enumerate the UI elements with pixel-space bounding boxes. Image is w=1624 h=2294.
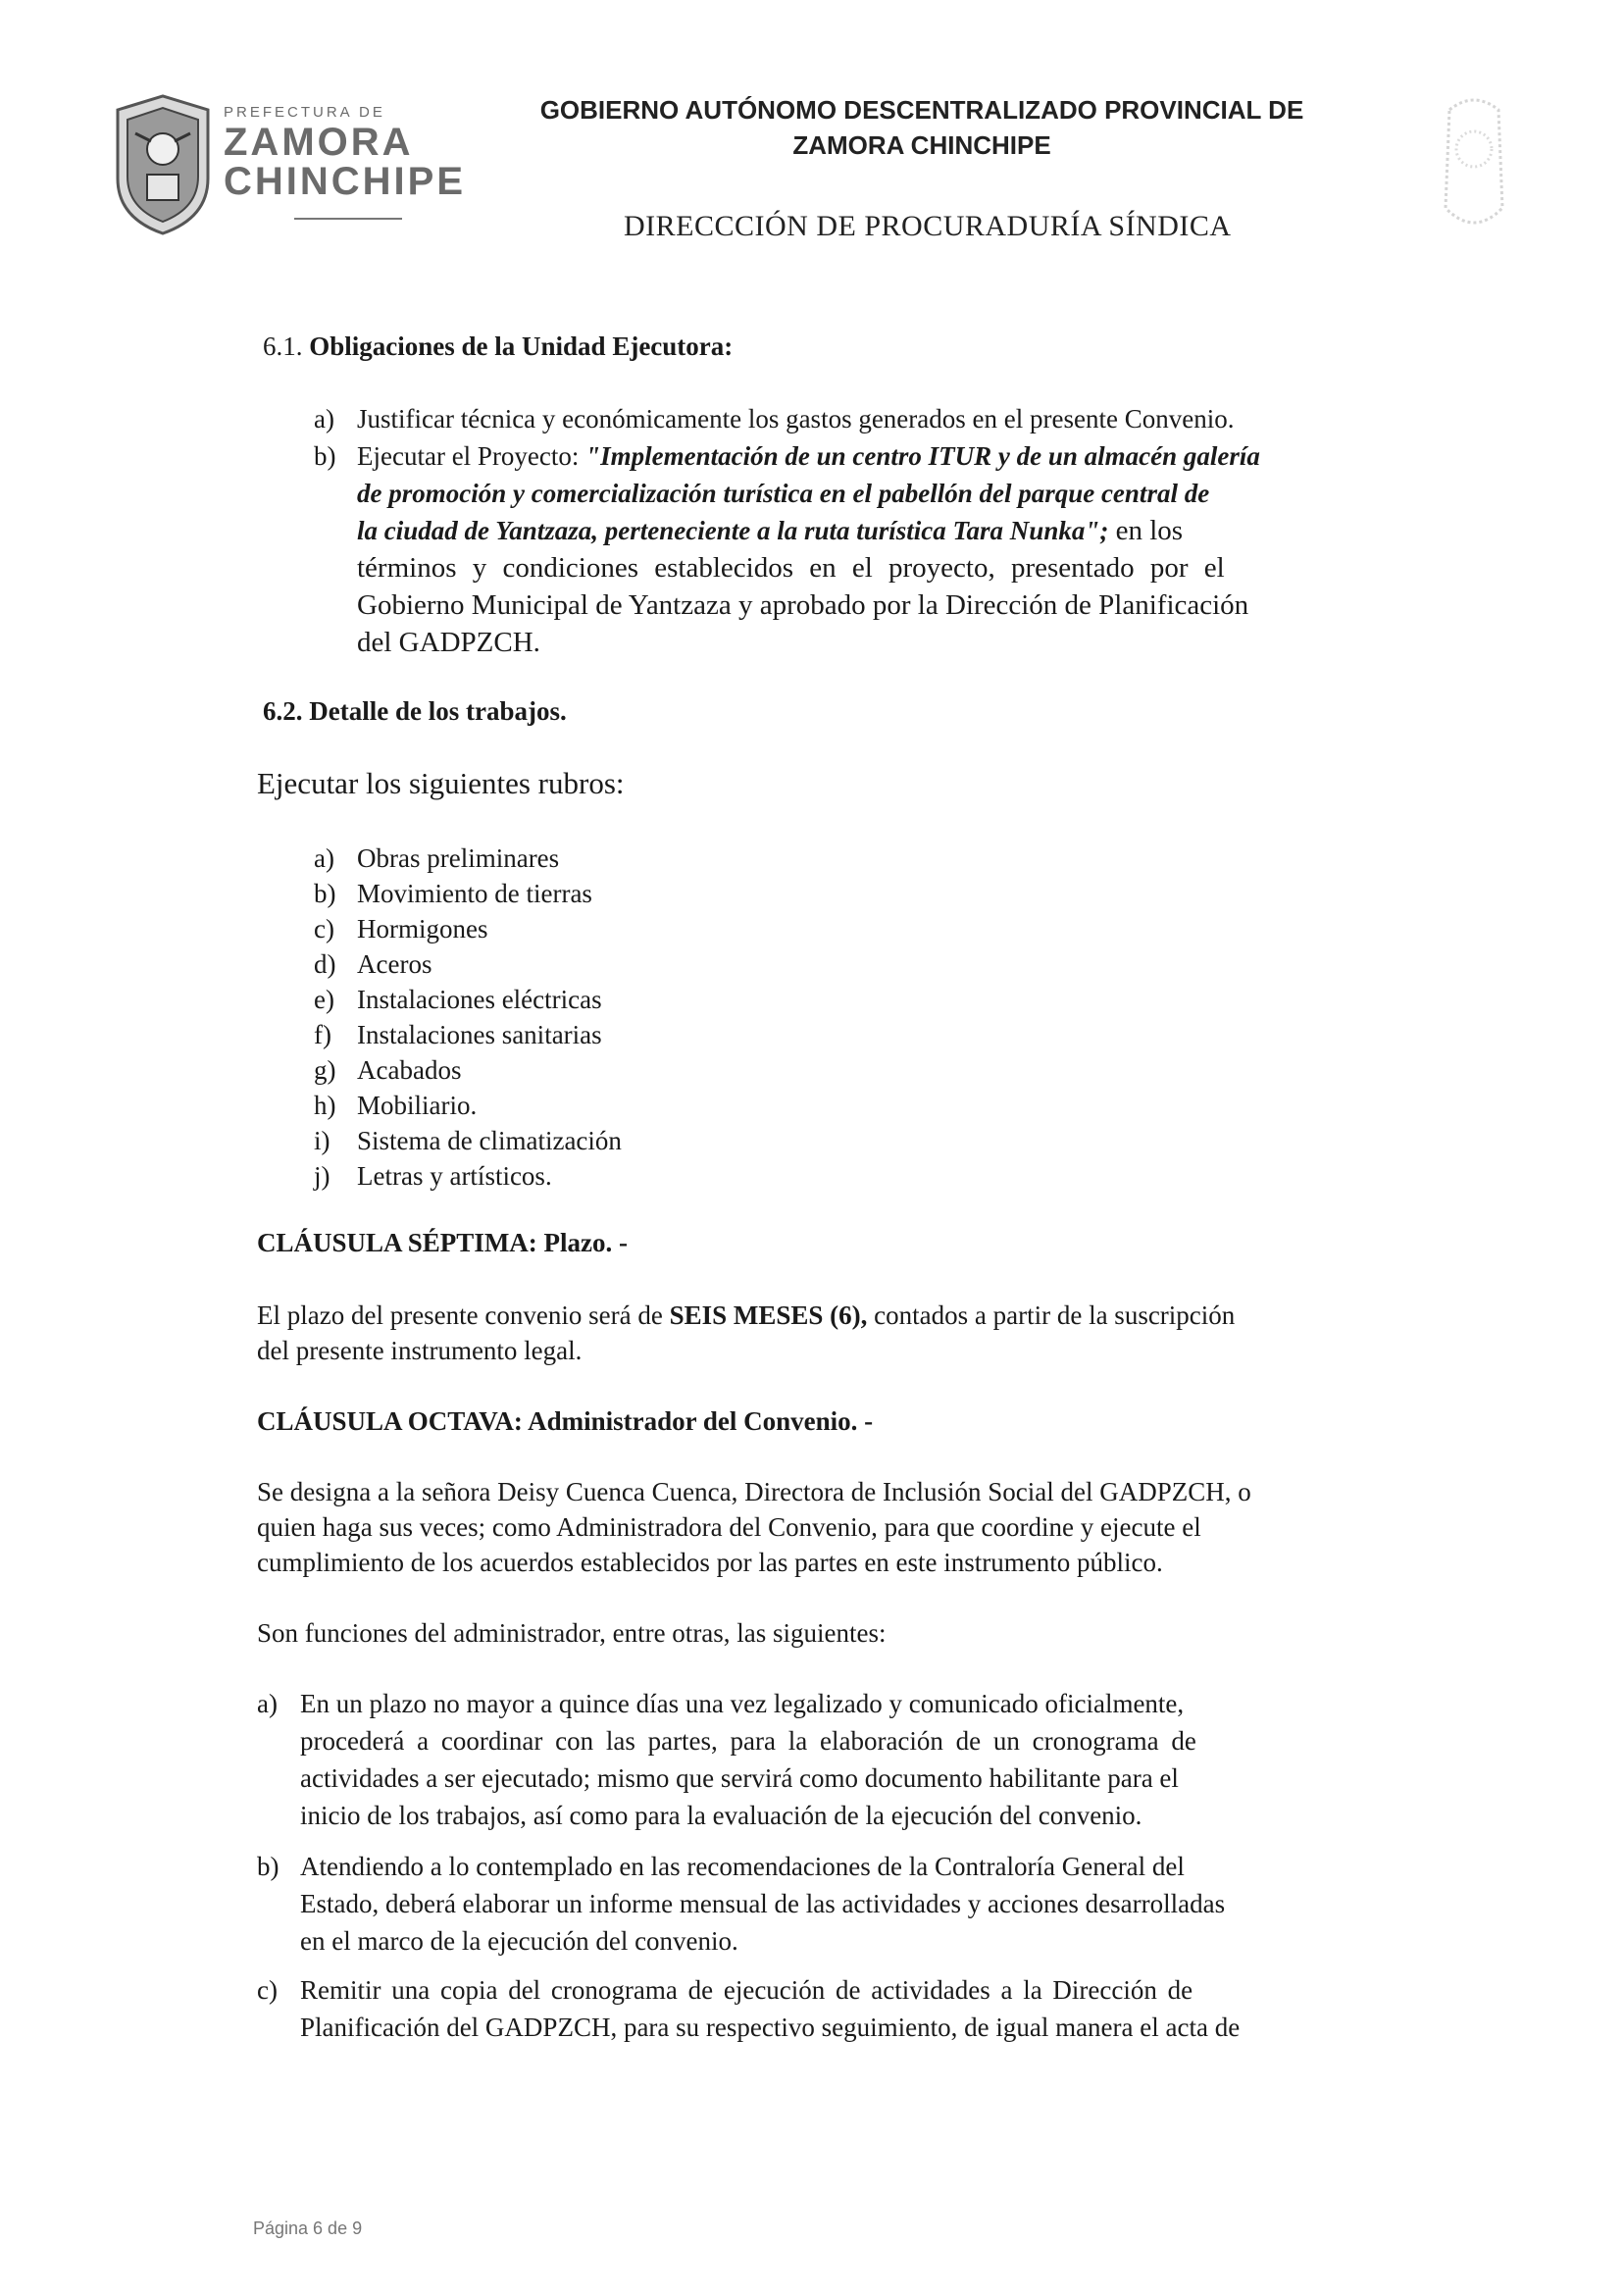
- work-item-c: Hormigones: [357, 914, 488, 943]
- work-item-g-marker: g): [314, 1055, 336, 1085]
- clause-7-line-1: [257, 1297, 1235, 1334]
- work-item-c-marker: c): [314, 914, 334, 943]
- clause-7-term: SEIS MESES (6),: [669, 1300, 868, 1330]
- work-item-h: Mobiliario.: [357, 1091, 478, 1120]
- department-title: DIRECCCIÓN DE PROCURADURÍA SÍNDICA: [624, 210, 1232, 242]
- work-item-d: Aceros: [357, 949, 432, 979]
- prefecture-shield-logo: [108, 90, 218, 237]
- project-name-part-2: de promoción y comercialización turística en el pabellón del parque central de: [357, 479, 1210, 508]
- obligation-b-line-6: del GADPZCH.: [357, 627, 540, 658]
- work-item-i-marker: i): [314, 1126, 330, 1155]
- clause-8-para-2: Son funciones del administrador, entre otras, las siguientes:: [257, 1618, 887, 1648]
- work-item-b: Movimiento de tierras: [357, 879, 592, 908]
- clause-8-para-1-line-2: quien haga sus veces; como Administradora del Convenio, para que coordine y ejecute el: [257, 1512, 1201, 1542]
- admin-function-a-line-1: En un plazo no mayor a quince días una vez legalizado y comunicado oficialmente,: [300, 1689, 1185, 1718]
- work-item-i: Sistema de climatización: [357, 1126, 622, 1155]
- logo-underline: [294, 218, 402, 220]
- section-6-1-number: 6.1.: [263, 331, 303, 361]
- obligation-b-line-5: Gobierno Municipal de Yantzaza y aprobado por la Dirección de Planificación: [357, 589, 1249, 621]
- obligation-a-marker: a): [314, 404, 334, 433]
- logo-line-1: PREFECTURA DE: [224, 104, 385, 121]
- obligation-b-line-4: términos y condiciones establecidos en el proyecto, presentado por el: [357, 552, 1225, 584]
- clause-7-line-2: del presente instrumento legal.: [257, 1336, 583, 1365]
- admin-function-c-line-1: Remitir una copia del cronograma de ejecución de actividades a la Dirección de: [300, 1975, 1193, 2005]
- section-6-1-heading: [263, 328, 733, 365]
- clause-7-heading: CLÁUSULA SÉPTIMA: Plazo. -: [257, 1228, 629, 1257]
- admin-function-a-marker: a): [257, 1689, 278, 1718]
- admin-function-b-marker: b): [257, 1852, 279, 1881]
- organization-title-line-2: ZAMORA CHINCHIPE: [792, 130, 1051, 160]
- section-6-2-heading: 6.2. Detalle de los trabajos.: [263, 696, 567, 726]
- project-name-part-1: "Implementación de un centro ITUR y de un almacén galería: [585, 441, 1260, 471]
- prefecture-logo-text: [224, 104, 466, 201]
- project-name-part-3: la ciudad de Yantzaza, perteneciente a la ruta turística Tara Nunka";: [357, 516, 1109, 545]
- obligation-b-line-3: [357, 512, 1183, 549]
- admin-function-c-marker: c): [257, 1975, 278, 2005]
- work-item-e: Instalaciones eléctricas: [357, 985, 602, 1014]
- logo-line-2: ZAMORA: [224, 121, 414, 164]
- obligation-b-line-3-rest: en los: [1108, 515, 1184, 546]
- admin-function-b-line-3: en el marco de la ejecución del convenio.: [300, 1926, 738, 1956]
- clause-8-para-1-line-1: Se designa a la señora Deisy Cuenca Cuenca, Directora de Inclusión Social del GADPZCH, o: [257, 1477, 1251, 1506]
- clause-8-heading: CLÁUSULA OCTAVA: Administrador del Convenio. -: [257, 1406, 874, 1436]
- work-item-j: Letras y artísticos.: [357, 1161, 552, 1191]
- obligation-b-prefix: Ejecutar el Proyecto:: [357, 441, 586, 471]
- obligation-a-text: Justificar técnica y económicamente los gastos generados en el presente Convenio.: [357, 404, 1235, 433]
- work-item-a: Obras preliminares: [357, 843, 560, 873]
- work-item-h-marker: h): [314, 1091, 336, 1120]
- clause-8-para-1-line-3: cumplimiento de los acuerdos establecidos por las partes en este instrumento público.: [257, 1548, 1163, 1577]
- work-item-f: Instalaciones sanitarias: [357, 1020, 602, 1049]
- work-item-a-marker: a): [314, 843, 334, 873]
- admin-function-a-line-2: procederá a coordinar con las partes, para la elaboración de un cronograma de: [300, 1726, 1196, 1756]
- organization-title-line-1: GOBIERNO AUTÓNOMO DESCENTRALIZADO PROVINCIAL DE: [539, 95, 1304, 125]
- admin-function-a-line-4: inicio de los trabajos, así como para la evaluación de la ejecución del convenio.: [300, 1801, 1142, 1830]
- work-item-b-marker: b): [314, 879, 336, 908]
- faded-emblem-watermark: [1430, 90, 1518, 237]
- obligation-b-line-1: [357, 437, 1260, 475]
- admin-function-c-line-2: Planificación del GADPZCH, para su respectivo seguimiento, de igual manera el acta de: [300, 2013, 1241, 2042]
- admin-function-b-line-2: Estado, deberá elaborar un informe mensual de las actividades y acciones desarrolladas: [300, 1889, 1226, 1918]
- clause-7-text-pre: El plazo del presente convenio será de: [257, 1300, 670, 1330]
- obligation-b-marker: b): [314, 441, 336, 471]
- work-item-e-marker: e): [314, 985, 334, 1014]
- logo-line-3: CHINCHIPE: [224, 160, 467, 203]
- admin-function-b-line-1: Atendiendo a lo contemplado en las recomendaciones de la Contraloría General del: [300, 1852, 1185, 1881]
- page-number: Página 6 de 9: [253, 2218, 363, 2238]
- work-item-d-marker: d): [314, 949, 336, 979]
- admin-function-a-line-3: actividades a ser ejecutado; mismo que servirá como documento habilitante para el: [300, 1763, 1179, 1793]
- work-item-g: Acabados: [357, 1055, 462, 1085]
- section-6-1-title: Obligaciones de la Unidad Ejecutora:: [309, 331, 734, 361]
- section-6-2-intro: Ejecutar los siguientes rubros:: [257, 766, 625, 800]
- work-item-j-marker: j): [314, 1161, 330, 1191]
- organization-title: [461, 92, 1383, 163]
- work-item-f-marker: f): [314, 1020, 331, 1049]
- clause-7-text-post: contados a partir de la suscripción: [867, 1300, 1236, 1330]
